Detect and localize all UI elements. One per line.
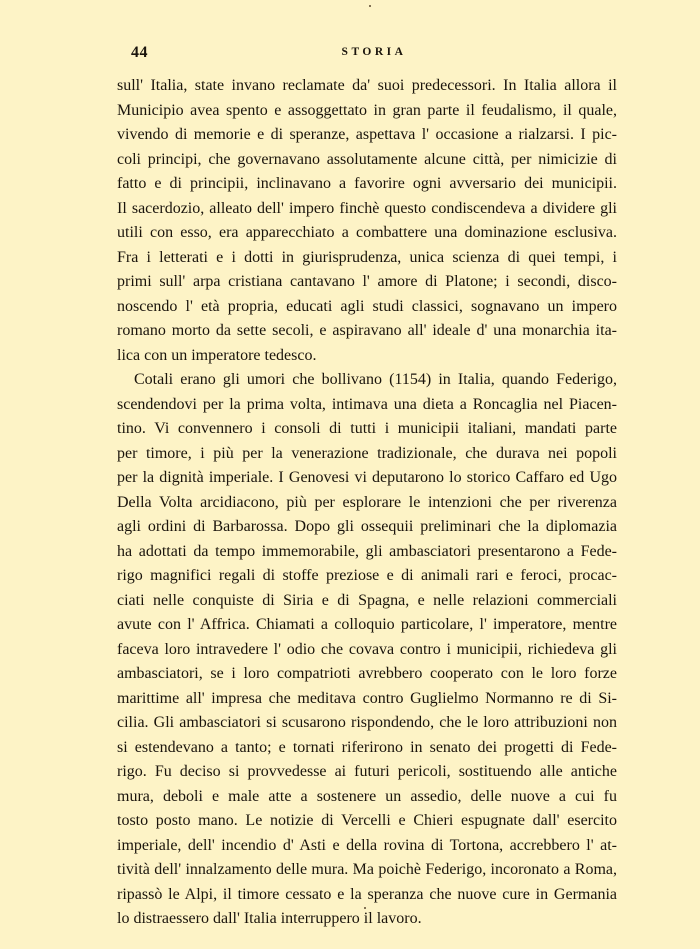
- text-line: rigo magnifici regali di stoffe preziose e di animali rari e feroci, procac-: [117, 567, 617, 584]
- text-line: cilia. Gli ambasciatori si scusarono rispondendo, che le loro attribuzioni non: [117, 714, 617, 731]
- text-line: coli principi, che governavano assolutamente alcune città, per nimicizie di: [117, 150, 617, 168]
- running-head: STORIA: [341, 46, 407, 58]
- text-line: scendendovi per la prima volta, intimava una dieta a Roncaglia nel Piacen-: [117, 395, 617, 413]
- text-line: primi sull' arpa cristiana cantavano l' amore di Platone; i secondi, disco-: [117, 273, 617, 290]
- text-line: ha adottati da tempo immemorabile, gli ambasciatori presentarono a Fede-: [117, 542, 617, 560]
- text-line: ripassò le Alpi, il timore cessato e la speranza che nuove cure in Germania: [117, 885, 617, 903]
- text-line: si estendevano a tanto; e tornati riferirono in senato dei progetti di Fede-: [117, 738, 617, 756]
- page-speck-top: [369, 5, 371, 7]
- text-line: tosto posto mano. Le notizie di Vercelli e Chieri espugnate dall' esercito: [117, 812, 617, 829]
- body-text: [117, 74, 617, 932]
- text-line: faceva loro intravedere l' odio che covava contro i municipii, richiedeva gli: [117, 640, 617, 658]
- text-line: per la dignità imperiale. I Genovesi vi deputarono lo storico Caffaro ed Ugo: [117, 469, 617, 486]
- text-line: fatto e di principii, inclinavano a favorire ogni avversario dei municipii.: [117, 175, 617, 192]
- text-line: romano morto da sette secoli, e aspiravano all' ideale d' una monarchia ita-: [117, 322, 617, 339]
- paragraph: [117, 74, 617, 368]
- text-line: Municipio avea spento e assoggettato in gran parte il feudalismo, il quale,: [117, 101, 617, 119]
- text-line: sull' Italia, state invano reclamate da' suoi predecessori. In Italia allora il: [117, 77, 617, 94]
- text-line: ambasciatori, se i loro compatrioti avrebbero cooperato con le loro forze: [117, 665, 617, 682]
- paragraph: [117, 368, 617, 932]
- text-line: per timore, i più per la venerazione tradizionale, che durava nei popoli: [117, 444, 617, 462]
- text-line: mura, deboli e male atte a sostenere un assedio, delle nuove a cui fu: [117, 787, 617, 805]
- text-line: lica con un imperatore tedesco.: [117, 346, 317, 364]
- text-line: vivendo di memorie e di speranze, aspettava l' occasione a rialzarsi. I pic-: [117, 126, 617, 143]
- text-line: agli ordini di Barbarossa. Dopo gli ossequii preliminari che la diplomazia: [117, 518, 617, 535]
- text-line: avute con l' Affrica. Chiamati a colloquio particolare, l' imperatore, mentre: [117, 616, 617, 633]
- text-line: ciati nelle conquiste di Siria e di Spagna, e nelle relazioni commerciali: [117, 591, 617, 609]
- page-number: 44: [131, 44, 148, 61]
- text-line: lo distraessero dall' Italia interruppero il lavoro.: [117, 910, 422, 927]
- text-line: Della Volta arcidiacono, più per esplorare le intenzioni che per riverenza: [117, 493, 617, 511]
- text-line: Fra i letterati e i dotti in giurisprudenza, unica scienza di quei tempi, i: [117, 248, 617, 266]
- text-line: utili con esso, era apparecchiato a combattere una dominazione esclusiva.: [117, 224, 617, 241]
- text-line: tività dell' innalzamento delle mura. Ma poichè Federigo, incoronato a Roma,: [117, 861, 617, 878]
- text-line: tino. Vi convennero i consoli di tutti i municipii italiani, mandati parte: [117, 420, 617, 437]
- text-line: Cotali erano gli umori che bollivano (1154) in Italia, quando Federigo,: [134, 371, 617, 388]
- text-line: Il sacerdozio, alleato dell' impero finchè questo condiscendeva a dividere gli: [117, 199, 617, 217]
- page-header: [131, 44, 617, 66]
- text-line: marittime all' impresa che meditava contro Guglielmo Normanno re di Si-: [117, 689, 617, 707]
- text-line: noscendo l' età propria, educati agli studi classici, sognavano un impero: [117, 297, 617, 315]
- page-speck-bottom: [364, 907, 366, 909]
- text-line: imperiale, dell' incendio d' Asti e della rovina di Tortona, accrebbero l' at-: [117, 836, 617, 854]
- text-line: rigo. Fu deciso si provvedesse ai futuri pericoli, sostituendo alle antiche: [117, 763, 617, 780]
